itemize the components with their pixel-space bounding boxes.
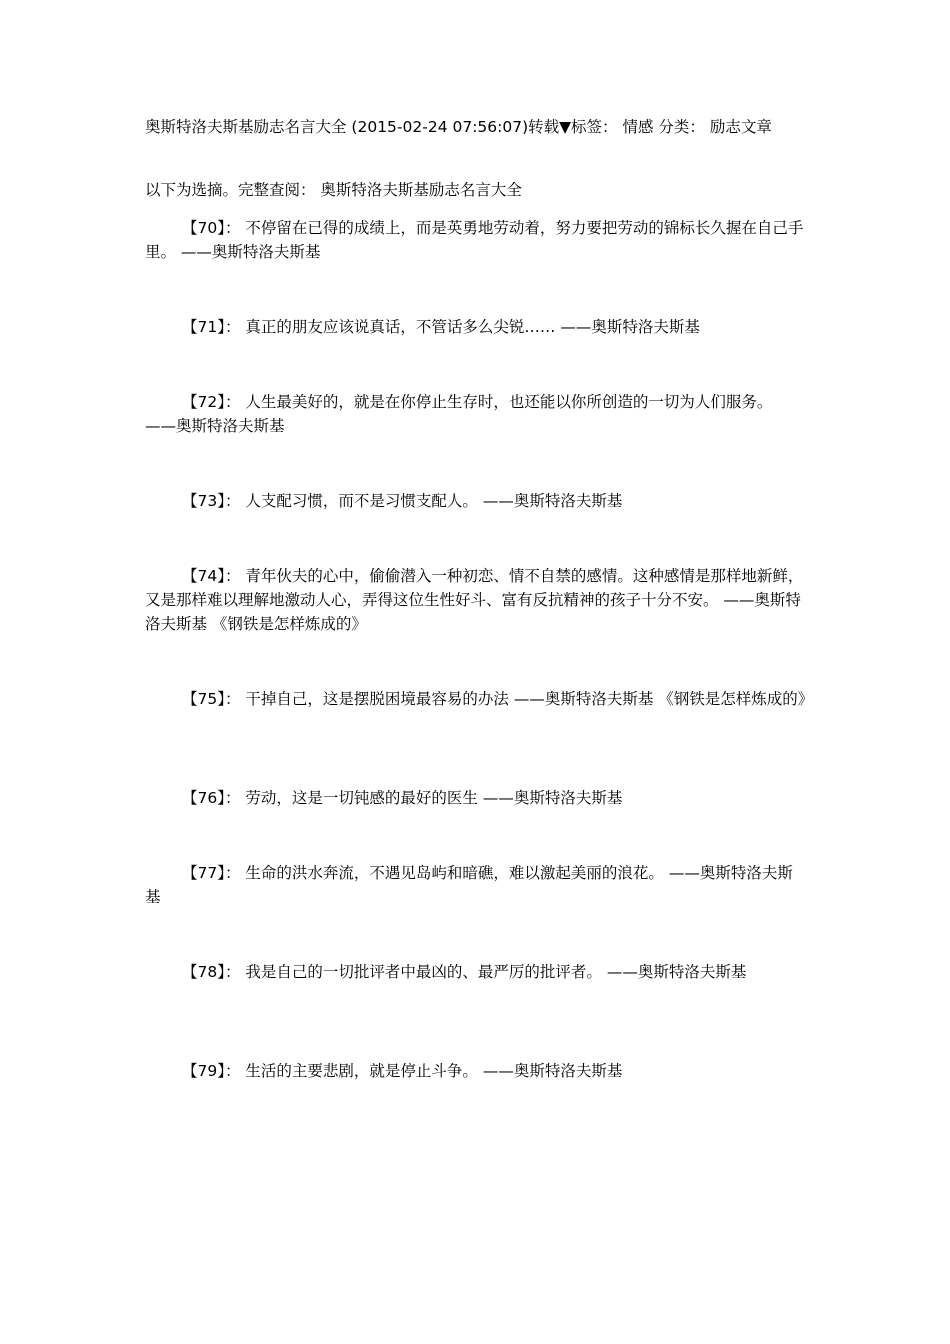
quote-76: 【76】： 劳动，这是一切钝感的最好的医生 ——奥斯特洛夫斯基	[182, 789, 623, 807]
quote-72: 【72】： 人生最美好的，就是在你停止生存时，也还能以你所创造的一切为人们服务。 ——奥斯特洛夫斯基	[145, 393, 773, 435]
quote-74: 【74】： 青年伙夫的心中，偷偷潜入一种初恋、情不自禁的感情。这种感情是那样地新鲜，又是那样难以理解地激动人心，弄得这位生性好斗、富有反抗精神的孩子十分不安。 ——奥斯特洛夫斯基 《钢铁是怎样炼成的》	[145, 567, 804, 633]
quote-75: 【75】： 干掉自己，这是摆脱困境最容易的办法 ——奥斯特洛夫斯基 《钢铁是怎样炼成的》	[182, 690, 814, 708]
quote-77: 【77】： 生命的洪水奔流，不遇见岛屿和暗礁，难以激起美丽的浪花。 ——奥斯特洛夫斯基	[145, 864, 793, 906]
article-header: 奥斯特洛夫斯基励志名言大全 (2015-02-24 07:56:07)转载▼标签： 情感 分类： 励志文章	[145, 118, 772, 136]
quote-70: 【70】： 不停留在已得的成绩上，而是英勇地劳动着，努力要把劳动的锦标长久握在自己手里。 ——奥斯特洛夫斯基	[145, 219, 804, 261]
intro-text: 以下为选摘。完整查阅： 奥斯特洛夫斯基励志名言大全	[145, 181, 522, 199]
quote-78: 【78】： 我是自己的一切批评者中最凶的、最严厉的批评者。 ——奥斯特洛夫斯基	[182, 963, 747, 981]
quote-71: 【71】： 真正的朋友应该说真话，不管话多么尖锐…… ——奥斯特洛夫斯基	[182, 318, 700, 336]
quote-73: 【73】： 人支配习惯，而不是习惯支配人。 ——奥斯特洛夫斯基	[182, 492, 623, 510]
quote-79: 【79】： 生活的主要悲剧，就是停止斗争。 ——奥斯特洛夫斯基	[182, 1062, 623, 1080]
